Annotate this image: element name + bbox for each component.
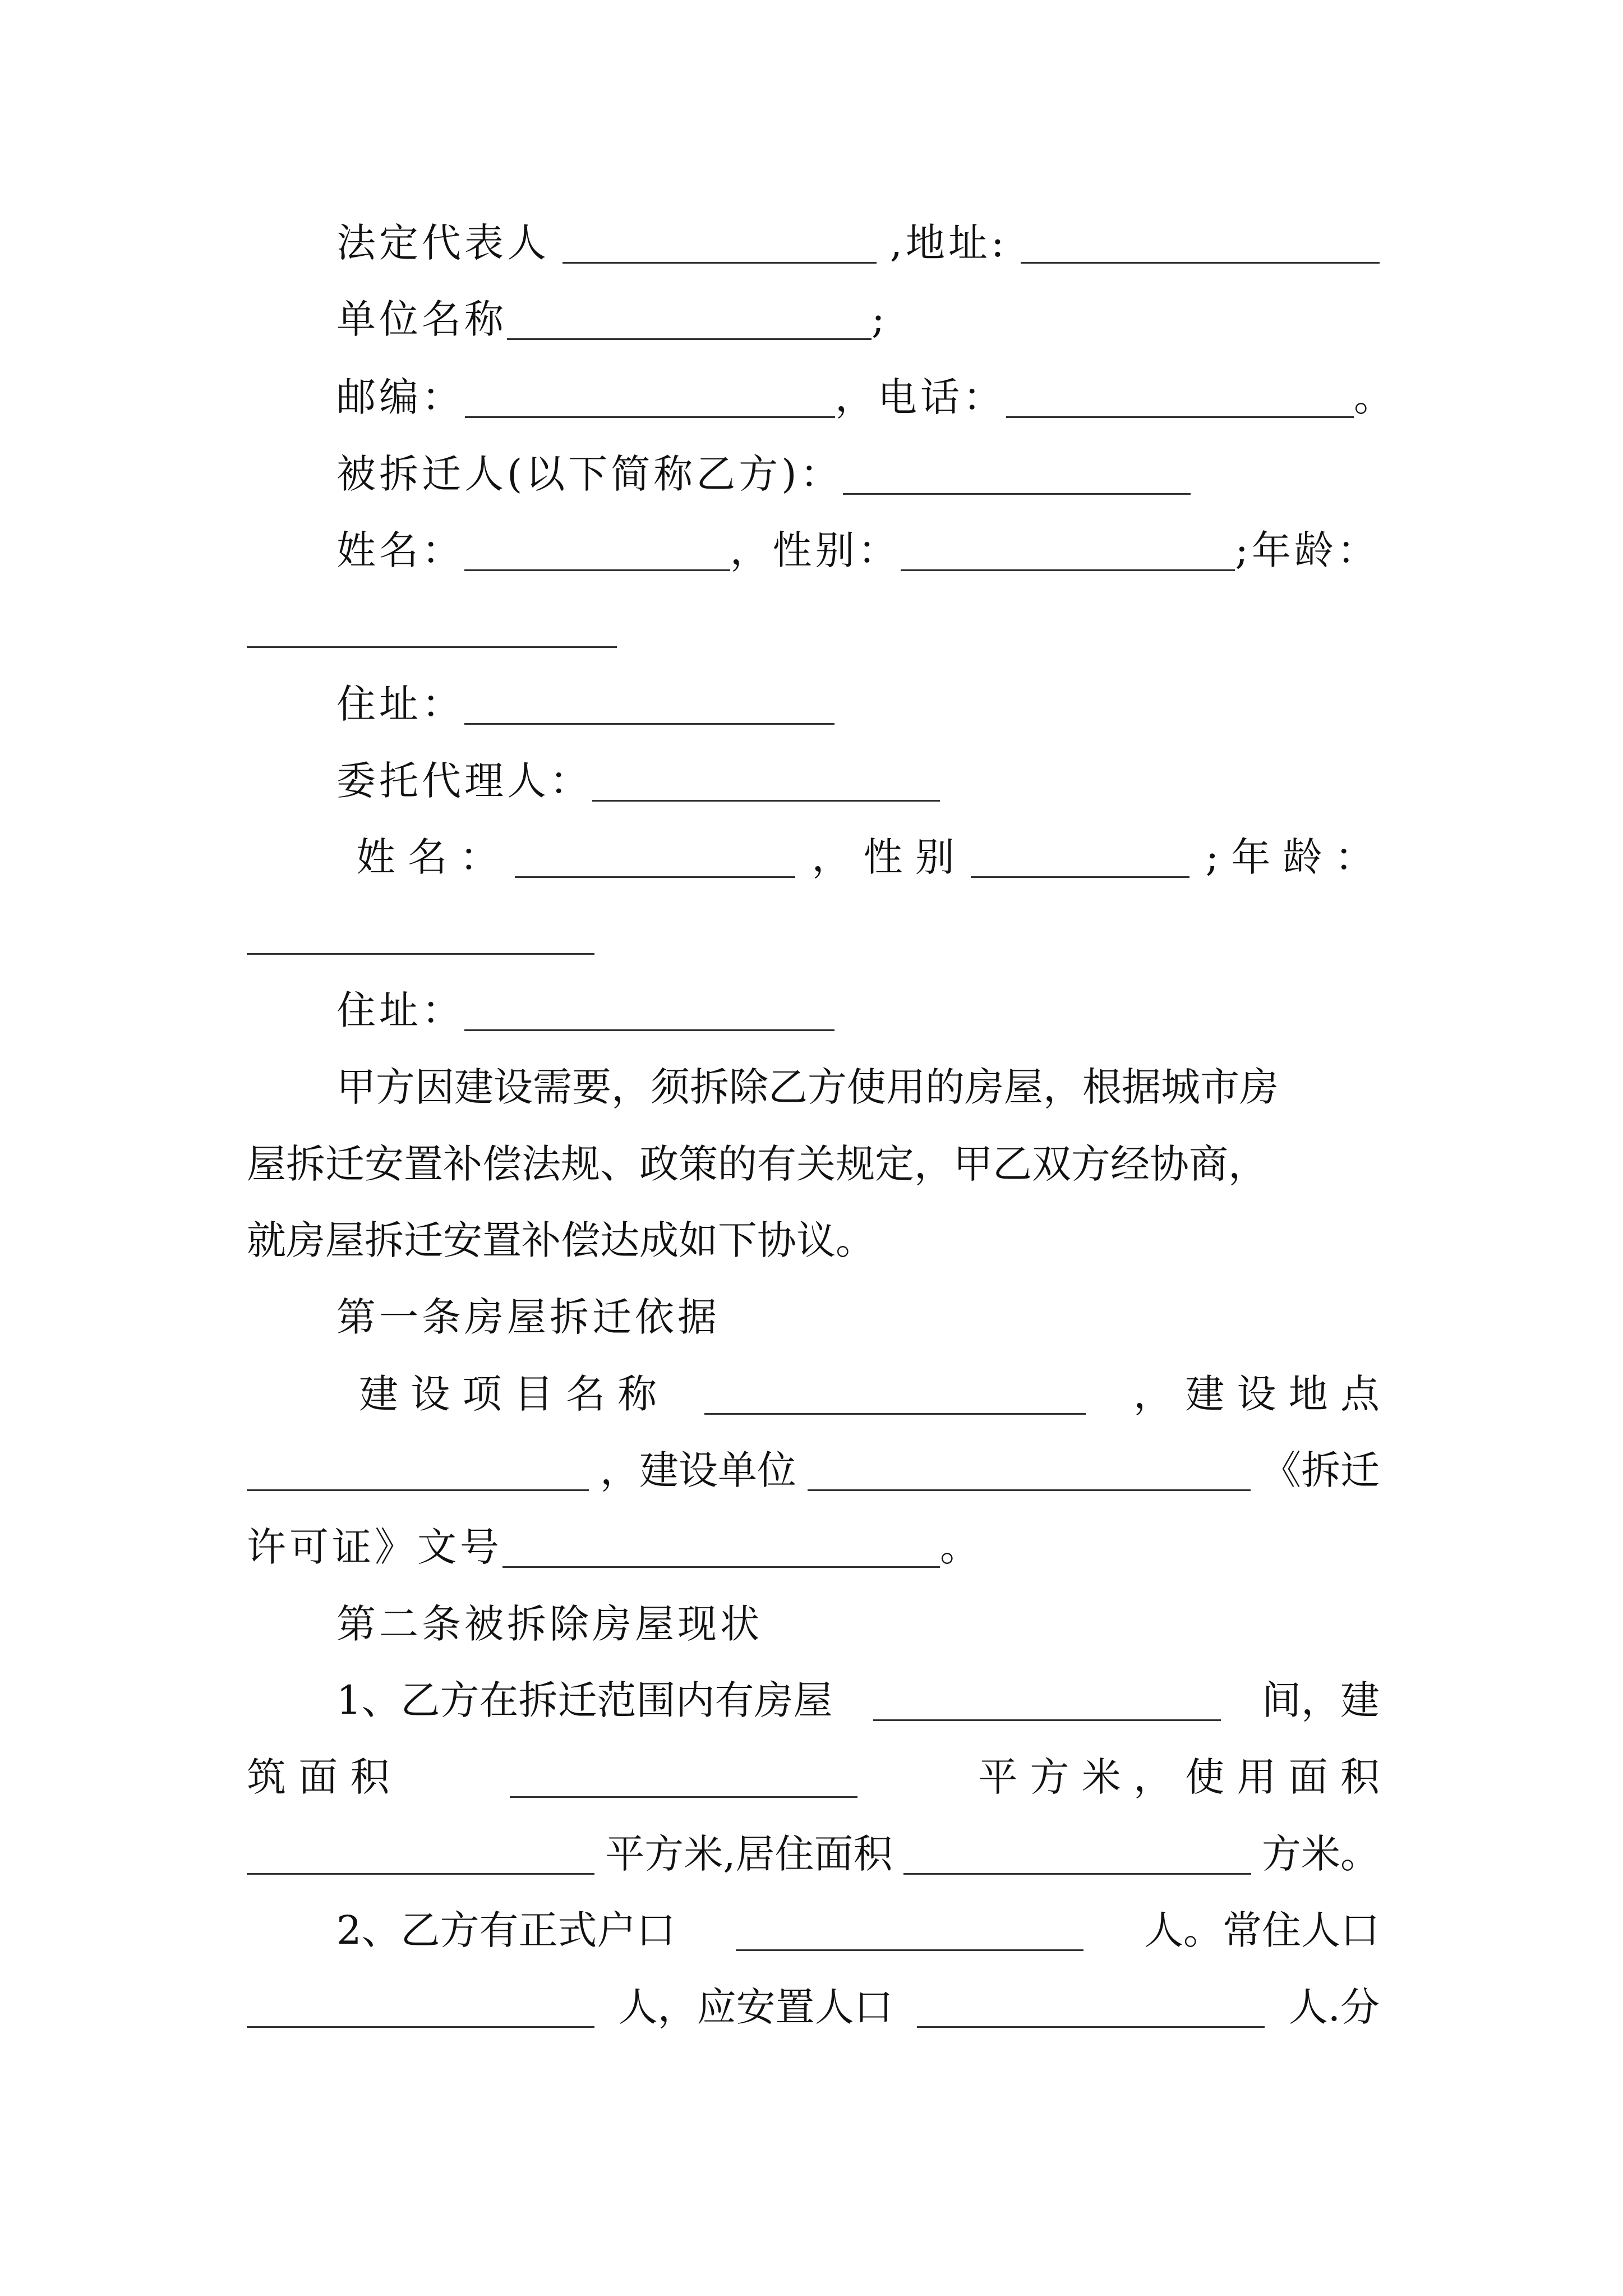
document-line: [336, 372, 1396, 428]
text-segment: ,地址:: [889, 220, 1008, 266]
fill-in-blank[interactable]: [507, 338, 872, 340]
text-segment: ，电话：: [835, 374, 1006, 420]
text-segment: ;: [872, 296, 888, 342]
text-segment: 第一条房屋拆迁依据: [336, 1294, 720, 1340]
text-segment: ， 性 别: [811, 834, 955, 880]
fill-in-blank[interactable]: [247, 646, 617, 648]
document-line: [247, 909, 594, 965]
text-segment: 《拆迁: [1262, 1447, 1380, 1493]
document-line: [247, 1445, 1380, 1501]
text-segment: 。: [940, 1524, 983, 1570]
text-segment: 人。常住人口: [1144, 1907, 1380, 1953]
text-segment: 平方米,居住面积: [605, 1831, 893, 1877]
text-segment: 委托代理人：: [336, 758, 592, 804]
fill-in-blank[interactable]: [704, 1413, 1086, 1415]
text-segment: 住址：: [336, 681, 464, 727]
document-line: [336, 218, 1380, 274]
text-segment: 平 方 米 ， 使 用 面 积: [978, 1754, 1380, 1800]
document-line: [336, 1292, 720, 1348]
document-line: [247, 1829, 1380, 1885]
fill-in-blank[interactable]: [247, 1489, 589, 1491]
document-line: [336, 1675, 1380, 1731]
text-segment: ，性别：: [730, 527, 901, 573]
text-segment: 甲方因建设需要，须拆除乙方使用的房屋，根据城市房: [336, 1064, 1279, 1110]
text-segment: 邮编：: [336, 374, 464, 420]
text-segment: 姓 名 ：: [356, 834, 499, 880]
text-segment: 1、乙方在拆迁范围内有房屋: [336, 1677, 833, 1723]
text-segment: 屋拆迁安置补偿法规、政策的有关规定，甲乙双方经协商，: [247, 1141, 1267, 1187]
fill-in-blank[interactable]: [464, 723, 834, 725]
text-segment: ，建设单位: [600, 1447, 796, 1493]
text-segment: 被拆迁人(以下简称乙方)：: [336, 451, 843, 497]
text-segment: ; 年 龄 ：: [1205, 834, 1374, 880]
fill-in-blank[interactable]: [917, 2026, 1265, 2028]
fill-in-blank[interactable]: [736, 1949, 1083, 1951]
document-line: [247, 1982, 1380, 2038]
document-line: [336, 1599, 763, 1655]
text-segment: 姓名：: [336, 527, 464, 573]
fill-in-blank[interactable]: [592, 800, 940, 802]
text-segment: 方米。: [1261, 1831, 1380, 1877]
text-segment: 建 设 项 目 名 称: [359, 1371, 657, 1417]
fill-in-blank[interactable]: [1006, 416, 1354, 418]
document-line: [336, 1062, 1380, 1118]
text-segment: 许可证》文号: [247, 1524, 502, 1570]
fill-in-blank[interactable]: [873, 1719, 1221, 1721]
fill-in-blank[interactable]: [247, 2026, 594, 2028]
text-segment: 2、乙方有正式户口: [336, 1907, 676, 1953]
text-segment: 筑 面 积: [247, 1754, 390, 1800]
fill-in-blank[interactable]: [465, 416, 835, 418]
document-line: [247, 1215, 875, 1271]
fill-in-blank[interactable]: [1021, 262, 1380, 264]
text-segment: 就房屋拆迁安置补偿达成如下协议。: [247, 1217, 875, 1263]
fill-in-blank[interactable]: [808, 1489, 1251, 1491]
text-segment: 人.分: [1288, 1984, 1380, 2030]
text-segment: ;年龄：: [1235, 527, 1380, 573]
fill-in-blank[interactable]: [903, 1873, 1251, 1875]
text-segment: 第二条被拆除房屋现状: [336, 1601, 763, 1647]
document-line: [247, 1139, 1402, 1195]
fill-in-blank[interactable]: [247, 953, 594, 955]
fill-in-blank[interactable]: [502, 1566, 940, 1568]
document-line: [336, 294, 888, 350]
document-line: [247, 602, 617, 658]
text-segment: 人，应安置人口: [618, 1984, 893, 2030]
document-line: [336, 756, 940, 812]
document-line: [336, 679, 834, 735]
document-line: [336, 525, 1380, 581]
fill-in-blank[interactable]: [971, 876, 1189, 878]
fill-in-blank[interactable]: [510, 1796, 857, 1798]
fill-in-blank[interactable]: [843, 493, 1191, 495]
document-line: [247, 1522, 983, 1578]
text-segment: 住址：: [336, 987, 464, 1033]
fill-in-blank[interactable]: [901, 569, 1235, 571]
document-line: [359, 1369, 1380, 1425]
fill-in-blank[interactable]: [464, 569, 730, 571]
document-line: [336, 449, 1191, 505]
document-line: [336, 985, 834, 1041]
fill-in-blank[interactable]: [562, 262, 877, 264]
text-segment: ， 建 设 地 点: [1133, 1371, 1380, 1417]
text-segment: 单位名称: [336, 296, 507, 342]
fill-in-blank[interactable]: [247, 1873, 594, 1875]
text-segment: 。: [1354, 374, 1396, 420]
fill-in-blank[interactable]: [464, 1029, 834, 1031]
text-segment: 法定代表人: [336, 220, 550, 266]
document-line: [356, 832, 1374, 888]
document-line: [247, 1752, 1380, 1808]
text-segment: 间，建: [1261, 1677, 1380, 1723]
document-line: [336, 1905, 1380, 1961]
fill-in-blank[interactable]: [515, 876, 795, 878]
